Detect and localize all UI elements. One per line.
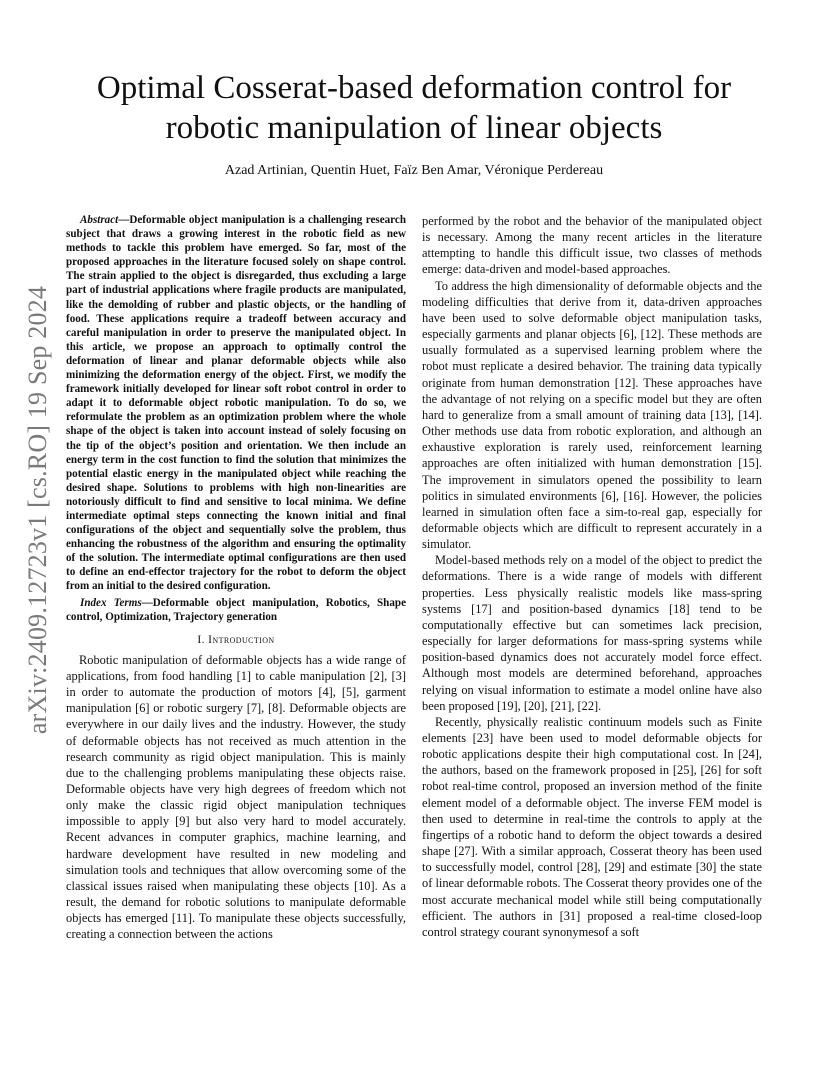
right-column [422, 213, 762, 940]
abstract [66, 213, 406, 594]
index-terms [66, 596, 406, 624]
intro-paragraph-3: Model-based methods rely on a model of the object to predict the deformations. There is a wide range of models with different properties. Less physically realistic models like mass-spring systems [17] and position-based dynamics [18] tend to be computationally effective but can sometimes lack precision, especially for larger deformations for mass-spring systems while position-based dynamics does not accurately model force effect. Although most models are determined beforehand, approaches relying on visual information to estimate a model online have also been proposed [19], [20], [21], [22]. [422, 553, 762, 713]
index-terms-lead: Index Terms [80, 596, 142, 609]
left-column [66, 213, 406, 943]
section-heading-introduction: I. Introduction [197, 633, 275, 646]
title-line-1: Optimal Cosserat-based deformation control for [96, 70, 732, 106]
intro-paragraph-2: To address the high dimensionality of deformable objects and the modeling difficulties that derive from it, data-driven approaches have been used to solve deformable object manipulation tasks, especially garments and planar objects [6], [12]. These methods are usually formulated as a supervised learning problem where the robot must replicate a desired behavior. The training data typically originate from human demonstration [12]. These approaches have the advantage of not relying on a specific model but they are often hard to generalize from a small amount of training data [13], [14]. Other methods use data from robotic exploration, and although an exhaustive exploration is rarely used, reinforcement learning approaches are often initialized with human demonstration [15]. The improvement in simulators opened the possibility to learn politics in simulated environments [6], [16]. However, the policies learned in simulation often face a sim-to-real gap, especially for deformable objects which are difficult to represent accurately in a simulator. [422, 278, 762, 552]
index-terms-text: —Deformable object manipulation, Robotics, Shape control, Optimization, Trajectory generation [66, 596, 406, 623]
paper-title [60, 68, 768, 148]
arxiv-identifier-text: arXiv:2409.12723v1 [cs.RO] 19 Sep 2024 [23, 285, 52, 735]
author-list: Azad Artinian, Quentin Huet, Faïz Ben Amar, Véronique Perdereau [224, 163, 604, 178]
abstract-text: —Deformable object manipulation is a challenging research subject that draws a growing interest in the robotic field as new methods to tackle this problem have emerged. So far, most of the proposed approaches in the literature focused solely on shape control. The strain applied to the object is disregarded, thus excluding a large part of industrial applications where fragile products are manipulated, like the demolding of rubber and plastic objects, or the handling of food. These applications require a tradeoff between accuracy and careful manipulation in order to preserve the manipulated object. In this article, we propose an approach to optimally control the deformation of linear and planar deformable objects while also minimizing the deformation energy of the object. First, we modify the framework initially developed for linear soft robot control in order to adapt it to deformable object robotic manipulation. To do so, we reformulate the problem as an optimization problem where the whole shape of the object is taken into account instead of solely focusing on the tip of the object’s position and orientation. We then include an energy term in the cost function to find the solution that minimizes the potential elastic energy in the manipulated object while reaching the desired shape. Solutions to problems with high non-linearities are notoriously difficult to find and sensitive to local minima. We define intermediate optimal steps connecting the known initial and final configurations of the object and sequentially solve the problem, thus enhancing the robustness of the algorithm and ensuring the optimality of the solution. The intermediate optimal configurations are then used to define an end-effector trajectory for the robot to deform the object from an initial to the desired configuration. [66, 214, 406, 593]
title-line-2: robotic manipulation of linear objects [165, 110, 663, 146]
intro-paragraph-1-continued: performed by the robot and the behavior of the manipulated object is necessary. Among the many recent articles in the literature attempting to handle this difficult issue, two classes of methods emerge: data-driven and model-based approaches. [422, 214, 762, 277]
arxiv-identifier [20, 285, 56, 735]
intro-paragraph-1: Robotic manipulation of deformable objects has a wide range of applications, from food handling [1] to cable manipulation [2], [3] in order to automate the production of motors [4], [5], garment manipulation [6] or robotic surgery [7], [8]. Deformable objects are everywhere in our daily lives and the industry. However, the study of deformable objects has not received as much attention in the research community as rigid object manipulation. This is mainly due to the challenging problems manipulating these objects raise. Deformable objects have very high degrees of freedom which not only make the classic rigid object manipulation techniques impossible to apply [9] but also very hard to model accurately. Recent advances in computer graphics, machine learning, and hardware development have resulted in new modeling and simulation tools and techniques that allow overcoming some of the classical issues raised when manipulating these objects [10]. As a result, the demand for robotic solutions to manipulate deformable objects has emerged [11]. To manipulate these objects successfully, creating a connection between the actions [66, 652, 406, 942]
abstract-lead: Abstract [80, 214, 119, 226]
intro-paragraph-4: Recently, physically realistic continuum models such as Finite elements [23] have been used to model deformable objects for robotic applications despite their high computational cost. In [24], the authors, based on the framework proposed in [25], [26] for soft robot real-time control, proposed an inversion method of the finite element model of a deformable object. The inverse FEM model is then used to determine in real-time the controls to apply at the fingertips of a robotic hand to deform the object towards a desired shape [27]. With a similar approach, Cosserat theory has been used to successfully model, control [28], [29] and estimate [30] the state of linear deformable robots. The Cosserat theory provides one of the most accurate mechanical model while still being computationally efficient. The authors in [31] proposed a real-time closed-loop control strategy courant synonymesof a soft [422, 714, 762, 939]
